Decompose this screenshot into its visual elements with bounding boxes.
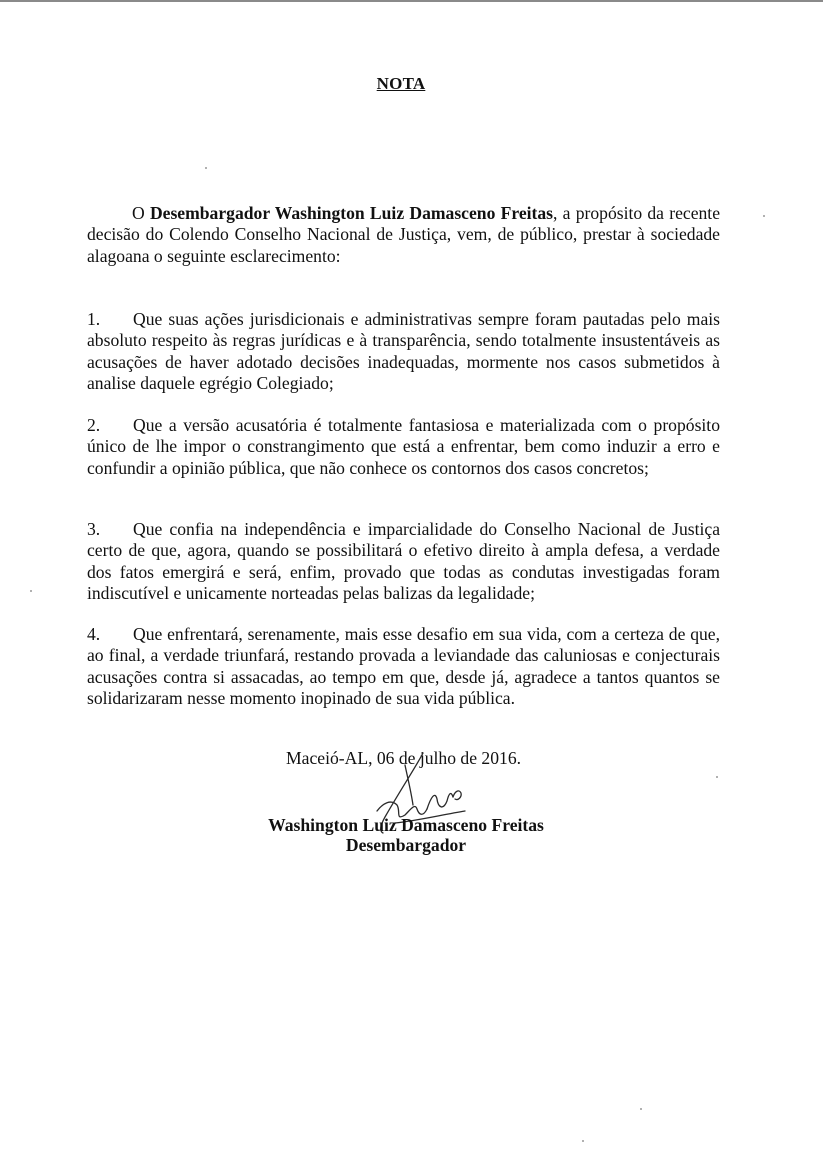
list-item-text: Que enfrentará, serenamente, mais esse desafio em sua vida, com a certeza de que, ao final, a verdade triunfará, restando provada a leviandade das caluniosas e conjecturais acusações contra si assacadas, ao tempo em que, desde já, agradece a tantos quantos se solidarizaram nesse momento inopinado de sua vida pública.: [87, 624, 720, 708]
list-item-3: [87, 519, 720, 604]
scan-speck: [205, 167, 207, 169]
scan-speck: [30, 590, 32, 592]
scan-speck: [716, 776, 718, 778]
list-item-1: [87, 309, 720, 394]
list-item-number: 1.: [87, 309, 101, 329]
document-title: NOTA: [376, 74, 426, 93]
scan-speck: [582, 1140, 584, 1142]
scan-speck: [640, 1108, 642, 1110]
intro-lead: O: [132, 203, 150, 223]
scan-top-border: [0, 0, 823, 2]
intro-author-name: Desembargador Washington Luiz Damasceno Freitas: [149, 203, 554, 223]
list-item-number: 2.: [87, 415, 101, 435]
list-item-2: [87, 415, 720, 479]
list-item-number: 3.: [87, 519, 101, 539]
list-item-number: 4.: [87, 624, 101, 644]
signatory-role: Desembargador: [345, 835, 467, 855]
place-and-date: Maceió-AL, 06 de julho de 2016.: [286, 748, 522, 768]
list-item-text: Que suas ações jurisdicionais e administrativas sempre foram pautadas pelo mais absoluto respeito às regras jurídicas e à transparência, sendo totalmente insustentáveis as acusações de haver adotado decisões inadequadas, mormente nos casos submetidos à analise daquele egrégio Colegiado;: [87, 309, 720, 393]
signatory-name: Washington Luiz Damasceno Freitas: [268, 815, 544, 835]
intro-rest: , a propósito da recente decisão do Colendo Conselho Nacional de Justiça, vem, de público, prestar à sociedade alagoana o seguinte esclarecimento:: [87, 203, 720, 266]
list-item-text: Que a versão acusatória é totalmente fantasiosa e materializada com o propósito único de lhe impor o constrangimento que está a enfrentar, bem como induzir a erro e confundir a opinião pública, que não conhece os contornos dos casos concretos;: [87, 415, 720, 478]
intro-paragraph: [87, 203, 720, 267]
list-item-4: [87, 624, 720, 709]
intro-text: [87, 203, 720, 267]
list-item-text: Que confia na independência e imparcialidade do Conselho Nacional de Justiça certo de que, agora, quando se possibilitará o efetivo direito à ampla defesa, a verdade dos fatos emergirá e será, enfim, provado que todas as condutas investigadas foram indiscutível e unicamente norteadas pelas balizas da legalidade;: [87, 519, 720, 603]
scan-speck: [763, 215, 765, 217]
